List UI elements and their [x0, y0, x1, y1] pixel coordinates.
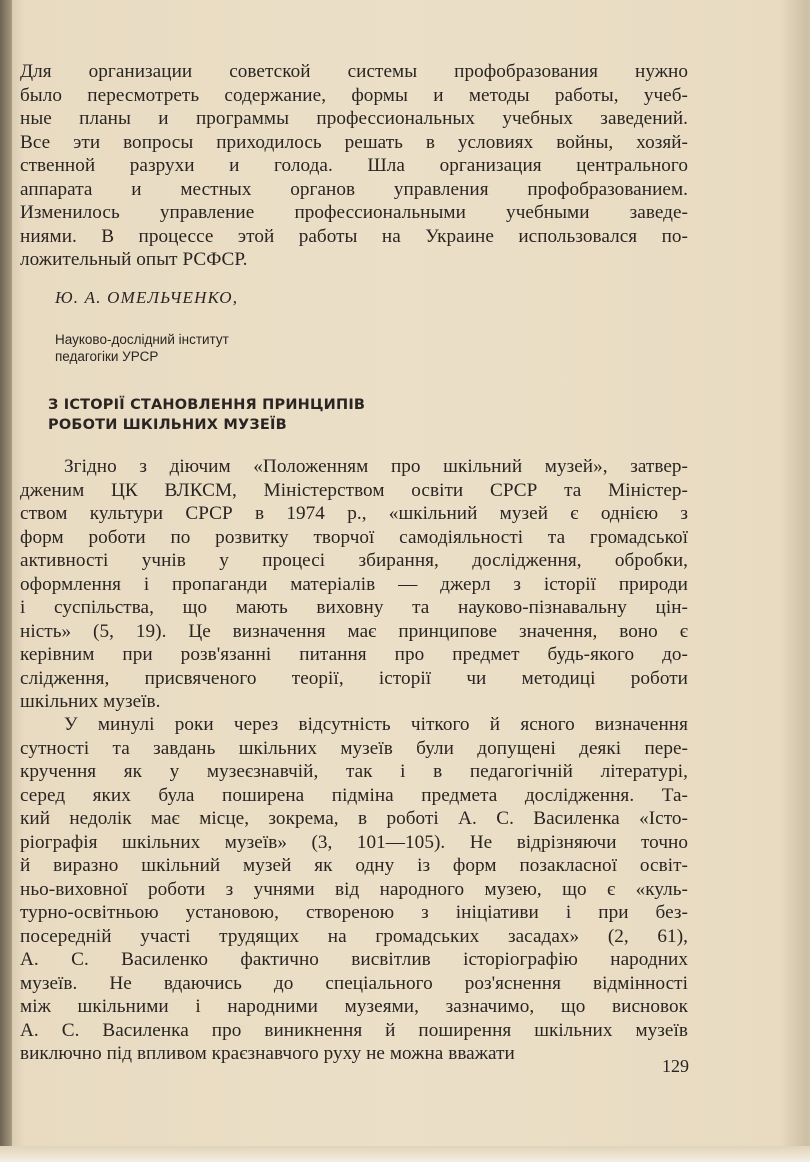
- text-line: было пересмотреть содержание, формы и методы работы, учеб-: [20, 84, 688, 106]
- text-line: Згідно з діючим «Положенням про шкільний музей», затвер-: [64, 456, 688, 477]
- page-number: 129: [662, 1056, 689, 1076]
- text-line: активності учнів у процесі збирання, дослідження, обробки,: [20, 550, 688, 571]
- page-bottom-edge: [0, 1146, 810, 1162]
- text-line: оформлення і пропаганди матеріалів — джерл з історії природи: [20, 573, 688, 595]
- heading-line: З ІСТОРІЇ СТАНОВЛЕННЯ ПРИНЦИПІВ: [48, 397, 366, 413]
- institution-line: Науково-дослідний інститут: [55, 332, 229, 347]
- text-line: ниями. В процессе этой работы на Украине использовался по-: [20, 225, 688, 247]
- text-line: аппарата и местных органов управления профобразованием.: [20, 178, 688, 200]
- book-gutter-shadow: [0, 0, 12, 1162]
- text-line: кий недолік має місце, зокрема, в роботі А. С. Василенка «Істо-: [20, 808, 688, 829]
- body-paragraph-1: [20, 455, 688, 714]
- institution-line: педагогіки УРСР: [55, 349, 159, 364]
- text-line: керівним при розв'язанні питання про предмет будь-якого до-: [20, 644, 688, 665]
- text-line: слідження, присвяченого теорії, історії чи методиці роботи: [20, 667, 688, 689]
- text-line: між шкільними і народними музеями, зазначимо, що висновок: [20, 996, 688, 1017]
- text-line: ньо-виховної роботи з учнями від народного музею, що є «куль-: [20, 878, 688, 900]
- text-line: і суспільства, що мають виховну та науково-пізнавальну цін-: [20, 597, 688, 618]
- text-line: форм роботи по розвитку творчої самодіяльності та громадської: [20, 526, 688, 548]
- text-line: ные планы и программы профессиональных учебных заведений.: [20, 108, 688, 129]
- text-line: А. С. Василенка про виникнення й поширення шкільних музеїв: [20, 1019, 688, 1041]
- body-paragraph-2: [20, 713, 688, 1066]
- text-line: сутності та завдань шкільних музеїв були допущені деякі пере-: [20, 737, 688, 759]
- author-institution: [55, 331, 229, 365]
- text-line: Для организации советской системы профобразования нужно: [20, 61, 688, 82]
- heading-line: РОБОТИ ШКІЛЬНИХ МУЗЕЇВ: [48, 417, 287, 433]
- author-name: Ю. А. ОМЕЛЬЧЕНКО,: [55, 288, 239, 307]
- text-line: шкільних музеїв.: [20, 691, 161, 712]
- text-line: виключно під впливом краєзнавчого руху не можна вважати: [20, 1043, 515, 1064]
- text-line: ложительный опыт РСФСР.: [20, 249, 248, 270]
- text-line: Все эти вопросы приходилось решать в условиях войны, хозяй-: [20, 131, 688, 153]
- text-line: серед яких була поширена підміна предмета дослідження. Та-: [20, 784, 688, 806]
- article-heading: [48, 395, 365, 435]
- text-line: дженим ЦК ВЛКСМ, Міністерством освіти СРСР та Міністер-: [20, 479, 688, 501]
- text-line: кручення як у музеєзнавчій, так і в педагогічній літературі,: [20, 761, 688, 782]
- text-line: ність» (5, 19). Це визначення має принципове значення, воно є: [20, 620, 688, 642]
- text-line: музеїв. Не вдаючись до спеціального роз'яснення відмінності: [20, 972, 688, 994]
- text-line: й виразно шкільний музей як одну із форм позакласної освіт-: [20, 855, 688, 876]
- text-line: ріографія шкільних музеїв» (3, 101—105). Не відрізняючи точно: [20, 831, 688, 853]
- text-line: У минулі роки через відсутність чіткого й ясного визначення: [64, 714, 688, 735]
- top-paragraph: [20, 60, 688, 272]
- text-line: ством культури СРСР в 1974 р., «шкільний музей є однією з: [20, 503, 688, 524]
- text-line: А. С. Василенко фактично висвітлив історіографію народних: [20, 949, 688, 970]
- text-line: Изменилось управление профессиональными учебными заведе-: [20, 202, 688, 223]
- text-line: ственной разрухи и голода. Шла организация центрального: [20, 155, 688, 176]
- text-line: посередній участі трудящих на громадських засадах» (2, 61),: [20, 925, 688, 947]
- text-line: турно-освітньою установою, створеною з ініціативи і при без-: [20, 902, 688, 923]
